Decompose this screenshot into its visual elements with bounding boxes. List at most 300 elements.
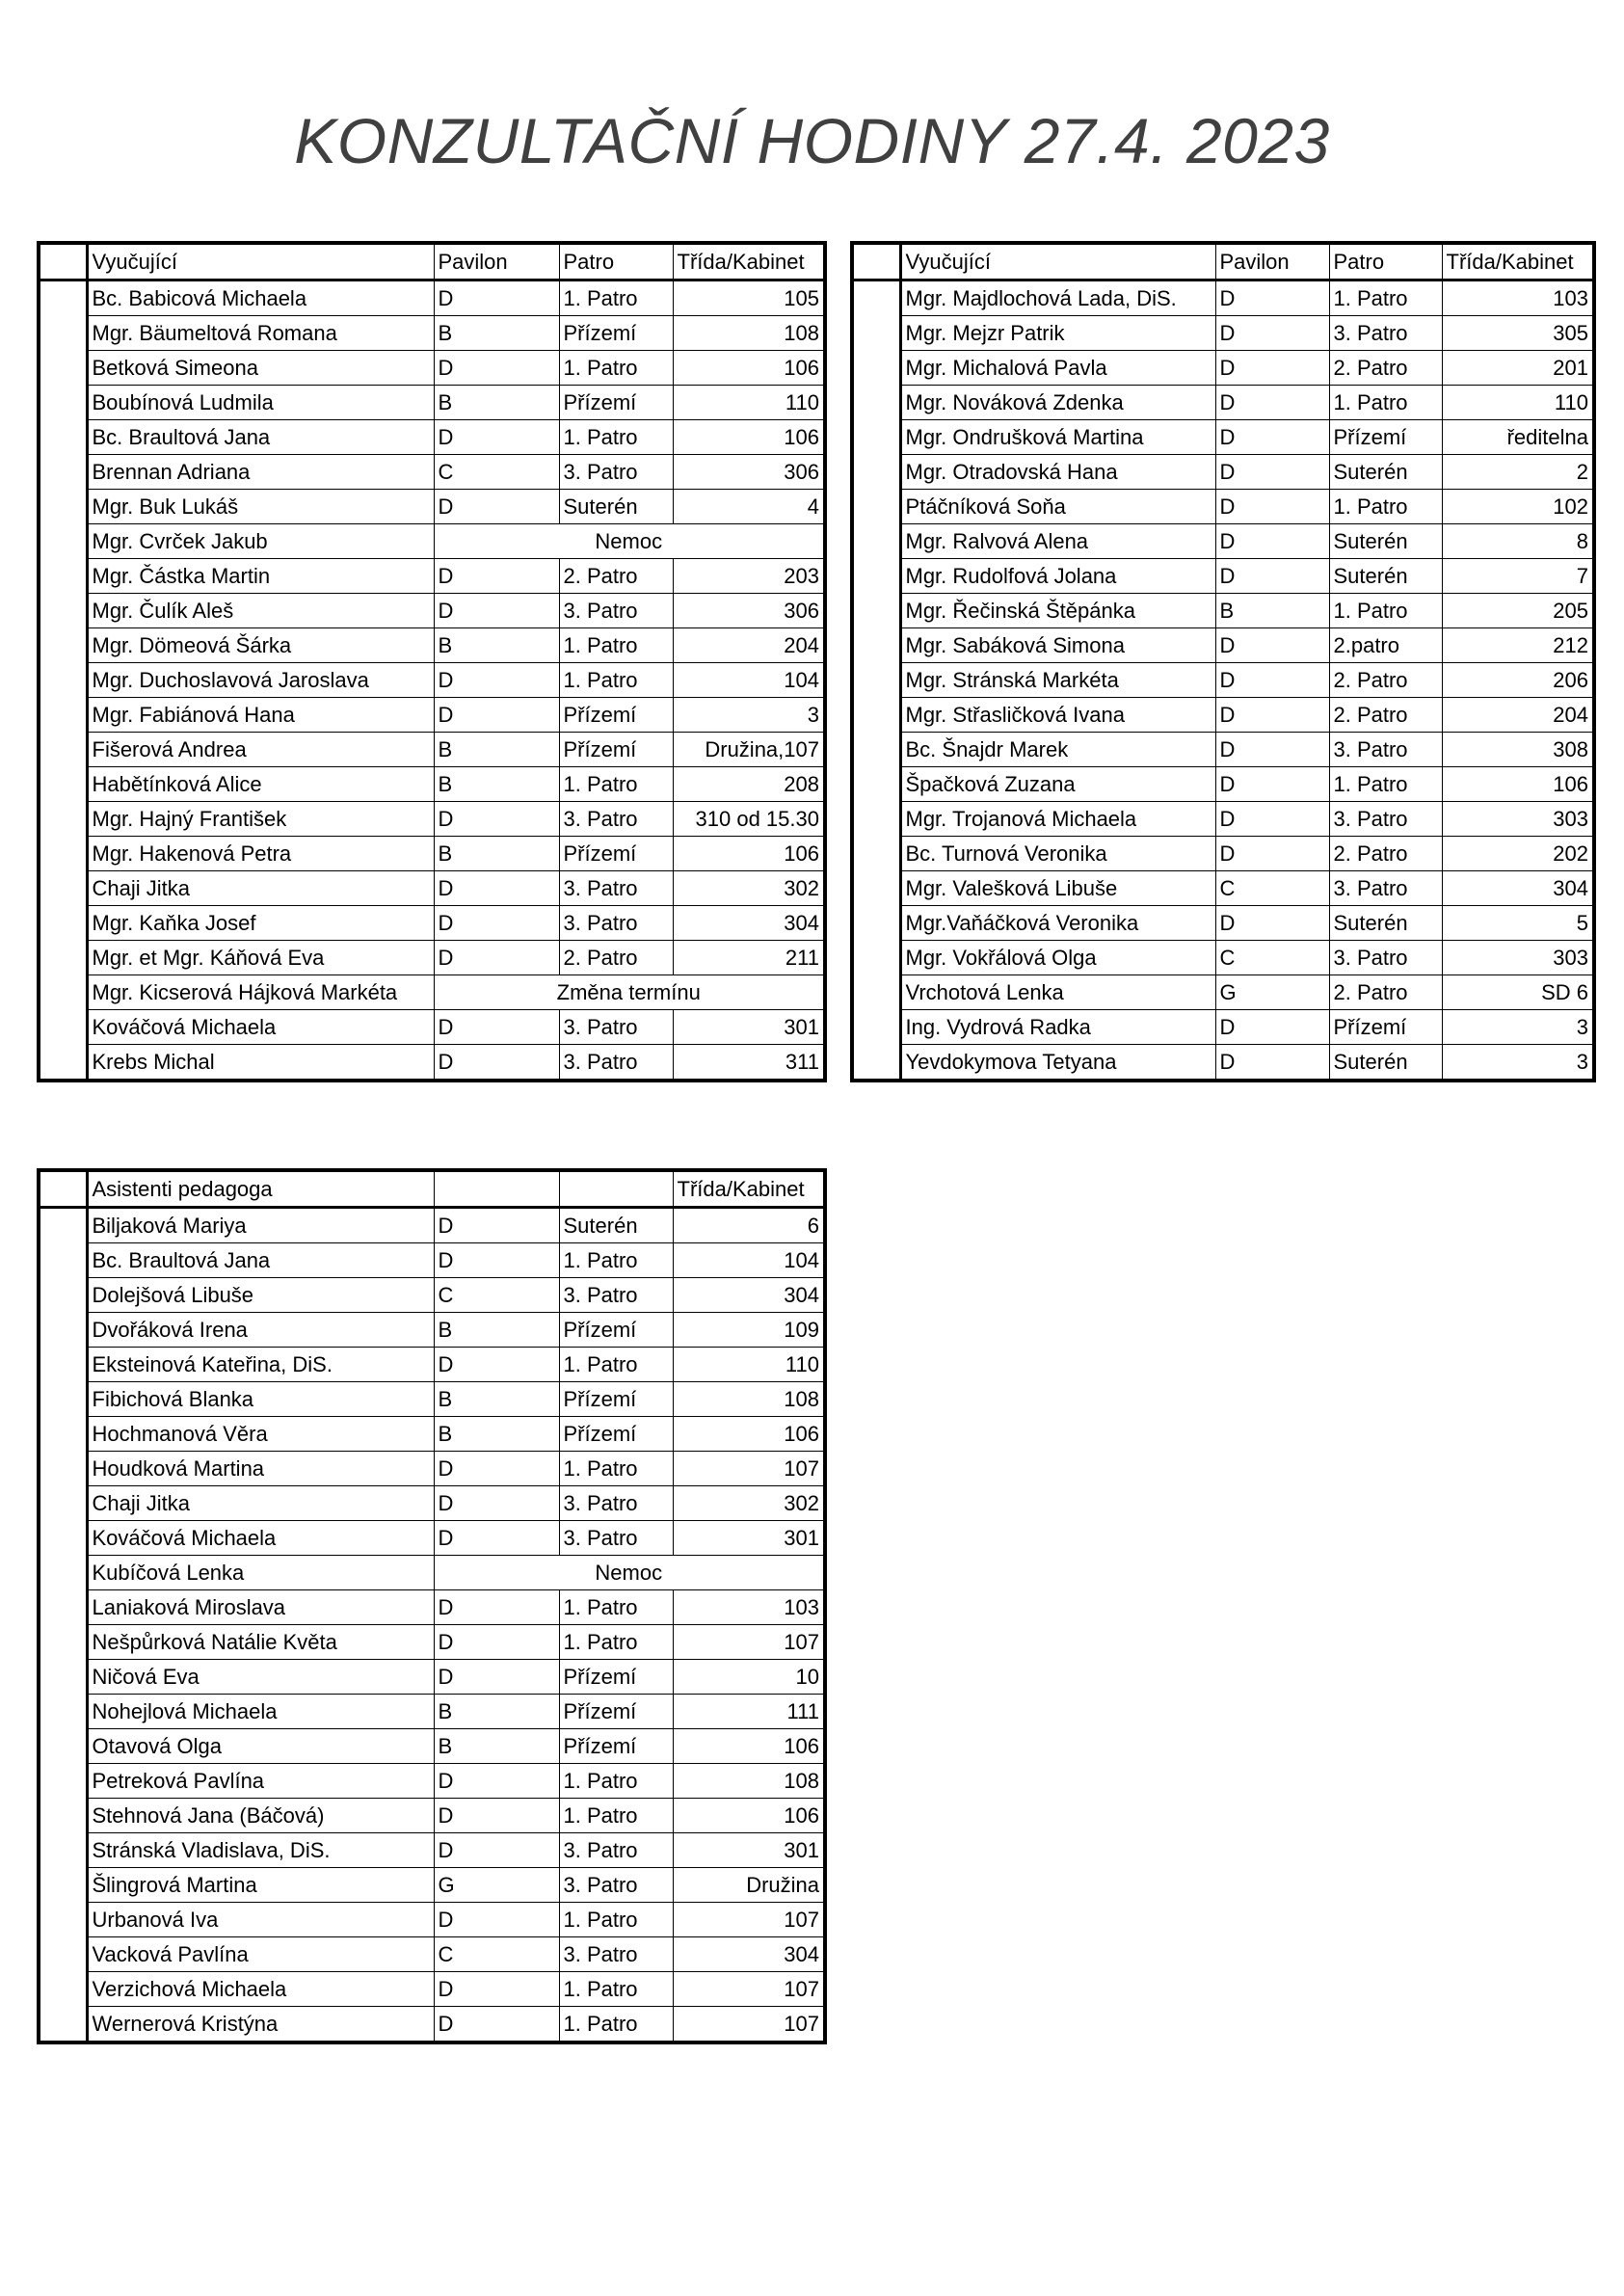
patro-cell: 2. Patro	[1329, 698, 1442, 733]
patro-cell: Přízemí	[1329, 420, 1442, 455]
name-cell: Mgr. Ondrušková Martina	[900, 420, 1215, 455]
name-cell: Mgr. Nováková Zdenka	[900, 386, 1215, 420]
table-row	[39, 698, 825, 733]
name-cell: Yevdokymova Tetyana	[900, 1045, 1215, 1081]
table-row	[39, 1590, 825, 1625]
column-header: Pavilon	[434, 243, 559, 280]
name-cell: Betková Simeona	[87, 351, 434, 386]
table-row	[852, 594, 1594, 628]
patro-cell: Suterén	[1329, 559, 1442, 594]
table-row	[852, 906, 1594, 941]
table-row	[39, 1764, 825, 1799]
name-cell: Mgr. Stránská Markéta	[900, 663, 1215, 698]
name-cell: Urbanová Iva	[87, 1903, 434, 1937]
patro-cell: 3. Patro	[1329, 733, 1442, 767]
name-cell: Bc. Šnajdr Marek	[900, 733, 1215, 767]
name-cell: Kováčová Michaela	[87, 1010, 434, 1045]
patro-cell: 1. Patro	[559, 628, 673, 663]
name-cell: Mgr. Majdlochová Lada, DiS.	[900, 280, 1215, 316]
room-cell: 303	[1442, 802, 1594, 837]
room-cell: 110	[673, 386, 825, 420]
room-cell: 104	[673, 663, 825, 698]
pavilon-cell: D	[1215, 698, 1329, 733]
column-header: Třída/Kabinet	[673, 1170, 825, 1208]
name-cell: Wernerová Kristýna	[87, 2007, 434, 2043]
name-cell: Boubínová Ludmila	[87, 386, 434, 420]
pavilon-cell: D	[1215, 906, 1329, 941]
patro-cell: 2. Patro	[1329, 837, 1442, 871]
name-cell: Hochmanová Věra	[87, 1417, 434, 1452]
name-cell: Mgr. Kicserová Hájková Markéta	[87, 975, 434, 1010]
patro-cell: 1. Patro	[559, 420, 673, 455]
room-cell: 2	[1442, 455, 1594, 490]
assistants-table	[37, 1168, 827, 2044]
name-cell: Kubíčová Lenka	[87, 1556, 434, 1590]
name-cell: Mgr. Duchoslavová Jaroslava	[87, 663, 434, 698]
patro-cell: Suterén	[559, 1208, 673, 1243]
name-cell: Mgr. Trojanová Michaela	[900, 802, 1215, 837]
table-row	[852, 802, 1594, 837]
patro-cell: 3. Patro	[1329, 941, 1442, 975]
table-row	[39, 1625, 825, 1660]
pavilon-cell: D	[1215, 628, 1329, 663]
pavilon-cell: D	[434, 1452, 559, 1486]
patro-cell: 1. Patro	[559, 280, 673, 316]
room-cell: 8	[1442, 524, 1594, 559]
room-cell: 107	[673, 1452, 825, 1486]
pavilon-cell: B	[434, 1729, 559, 1764]
patro-cell: Přízemí	[559, 316, 673, 351]
patro-cell: Suterén	[1329, 524, 1442, 559]
name-cell: Mgr. Sabáková Simona	[900, 628, 1215, 663]
pavilon-cell: D	[434, 1243, 559, 1278]
name-cell: Mgr. Otradovská Hana	[900, 455, 1215, 490]
room-cell: 304	[673, 1937, 825, 1972]
patro-cell: 3. Patro	[559, 1010, 673, 1045]
room-cell: 108	[673, 316, 825, 351]
pavilon-cell: D	[434, 698, 559, 733]
name-cell: Mgr. Buk Lukáš	[87, 490, 434, 524]
table-row	[852, 455, 1594, 490]
room-cell: 211	[673, 941, 825, 975]
blank-cell	[39, 243, 87, 280]
table-row	[39, 802, 825, 837]
column-header	[559, 1170, 673, 1208]
table-row	[39, 1972, 825, 2007]
pavilon-cell: D	[1215, 1010, 1329, 1045]
patro-cell: 3. Patro	[559, 1937, 673, 1972]
teachers-table-right	[850, 241, 1596, 1082]
pavilon-cell: D	[1215, 524, 1329, 559]
name-cell: Krebs Michal	[87, 1045, 434, 1081]
pavilon-cell: B	[434, 1417, 559, 1452]
table-row	[852, 559, 1594, 594]
patro-cell: 2. Patro	[1329, 663, 1442, 698]
name-cell: Laniaková Miroslava	[87, 1590, 434, 1625]
room-cell: 301	[673, 1521, 825, 1556]
name-cell: Mgr. Částka Martin	[87, 559, 434, 594]
room-cell: 308	[1442, 733, 1594, 767]
room-cell: 302	[673, 1486, 825, 1521]
column-header	[434, 1170, 559, 1208]
pavilon-cell: D	[434, 1486, 559, 1521]
name-cell: Mgr. Ralvová Alena	[900, 524, 1215, 559]
table-row	[39, 1868, 825, 1903]
pavilon-cell: D	[1215, 837, 1329, 871]
pavilon-cell: B	[434, 316, 559, 351]
table-row	[39, 941, 825, 975]
patro-cell: 2. Patro	[1329, 975, 1442, 1010]
table-row	[39, 316, 825, 351]
name-cell: Habětínková Alice	[87, 767, 434, 802]
room-cell: 7	[1442, 559, 1594, 594]
patro-cell: 1. Patro	[1329, 280, 1442, 316]
column-header: Vyučující	[900, 243, 1215, 280]
pavilon-cell: D	[434, 941, 559, 975]
name-cell: Bc. Braultová Jana	[87, 1243, 434, 1278]
blank-cell	[39, 1170, 87, 1208]
room-cell: 5	[1442, 906, 1594, 941]
pavilon-cell: D	[1215, 802, 1329, 837]
patro-cell: 3. Patro	[559, 1833, 673, 1868]
table-row	[852, 386, 1594, 420]
name-cell: Petreková Pavlína	[87, 1764, 434, 1799]
patro-cell: Přízemí	[559, 1313, 673, 1348]
table-row	[39, 1556, 825, 1590]
pavilon-cell: B	[434, 767, 559, 802]
room-cell: SD 6	[1442, 975, 1594, 1010]
table-row	[39, 1417, 825, 1452]
room-cell: 304	[673, 1278, 825, 1313]
name-cell: Bc. Babicová Michaela	[87, 280, 434, 316]
name-cell: Mgr. Mejzr Patrik	[900, 316, 1215, 351]
patro-cell: 3. Patro	[1329, 316, 1442, 351]
table-row	[852, 316, 1594, 351]
pavilon-cell: G	[1215, 975, 1329, 1010]
pavilon-cell: D	[434, 1045, 559, 1081]
room-cell: 304	[1442, 871, 1594, 906]
patro-cell: Přízemí	[559, 1417, 673, 1452]
pavilon-cell: D	[434, 420, 559, 455]
pavilon-cell: B	[434, 837, 559, 871]
name-cell: Eksteinová Kateřina, DiS.	[87, 1348, 434, 1382]
patro-cell: 3. Patro	[1329, 802, 1442, 837]
column-header: Patro	[1329, 243, 1442, 280]
column-header: Třída/Kabinet	[1442, 243, 1594, 280]
table-row	[852, 698, 1594, 733]
patro-cell: 1. Patro	[559, 1764, 673, 1799]
room-cell: 103	[673, 1590, 825, 1625]
room-cell: 102	[1442, 490, 1594, 524]
patro-cell: 1. Patro	[559, 1799, 673, 1833]
pavilon-cell: D	[434, 1010, 559, 1045]
name-cell: Mgr. Řečinská Štěpánka	[900, 594, 1215, 628]
name-cell: Otavová Olga	[87, 1729, 434, 1764]
name-cell: Ničová Eva	[87, 1660, 434, 1695]
column-header: Asistenti pedagoga	[87, 1170, 434, 1208]
table-row	[39, 767, 825, 802]
table-row	[39, 594, 825, 628]
patro-cell: 2. Patro	[1329, 351, 1442, 386]
pavilon-cell: D	[1215, 455, 1329, 490]
table-row	[852, 837, 1594, 871]
name-cell: Mgr. Michalová Pavla	[900, 351, 1215, 386]
room-cell: 4	[673, 490, 825, 524]
pavilon-cell: C	[434, 1937, 559, 1972]
room-cell: 106	[1442, 767, 1594, 802]
name-cell: Mgr. Bäumeltová Romana	[87, 316, 434, 351]
patro-cell: 1. Patro	[559, 1243, 673, 1278]
room-cell: 107	[673, 1903, 825, 1937]
room-cell: 106	[673, 1729, 825, 1764]
pavilon-cell: B	[434, 1695, 559, 1729]
pavilon-cell: D	[434, 1590, 559, 1625]
pavilon-cell: D	[434, 1799, 559, 1833]
patro-cell: Suterén	[1329, 1045, 1442, 1081]
room-cell: 301	[673, 1010, 825, 1045]
status-cell: Změna termínu	[434, 975, 825, 1010]
patro-cell: Přízemí	[559, 1695, 673, 1729]
room-cell: 204	[673, 628, 825, 663]
room-cell: 6	[673, 1208, 825, 1243]
pavilon-cell: D	[434, 1833, 559, 1868]
table-row	[39, 628, 825, 663]
room-cell: 3	[1442, 1045, 1594, 1081]
pavilon-cell: D	[1215, 386, 1329, 420]
room-cell: 111	[673, 1695, 825, 1729]
patro-cell: 3. Patro	[1329, 871, 1442, 906]
name-cell: Bc. Turnová Veronika	[900, 837, 1215, 871]
patro-cell: Přízemí	[559, 386, 673, 420]
table-row	[852, 490, 1594, 524]
name-cell: Mgr. Hakenová Petra	[87, 837, 434, 871]
room-cell: 3	[673, 698, 825, 733]
table-row	[39, 351, 825, 386]
table-row	[39, 1045, 825, 1081]
pavilon-cell: D	[434, 663, 559, 698]
room-cell: 203	[673, 559, 825, 594]
name-cell: Mgr.Vaňáčková Veronika	[900, 906, 1215, 941]
patro-cell: 1. Patro	[559, 1972, 673, 2007]
name-cell: Mgr. Střasličková Ivana	[900, 698, 1215, 733]
name-cell: Stehnová Jana (Báčová)	[87, 1799, 434, 1833]
room-cell: 106	[673, 351, 825, 386]
patro-cell: 1. Patro	[1329, 767, 1442, 802]
table-row	[852, 280, 1594, 316]
blank-column	[39, 280, 87, 1081]
room-cell: 212	[1442, 628, 1594, 663]
name-cell: Dolejšová Libuše	[87, 1278, 434, 1313]
patro-cell: Přízemí	[559, 698, 673, 733]
table-row	[39, 733, 825, 767]
room-cell: 105	[673, 280, 825, 316]
pavilon-cell: D	[1215, 1045, 1329, 1081]
pavilon-cell: D	[1215, 559, 1329, 594]
table-row	[852, 663, 1594, 698]
pavilon-cell: D	[1215, 280, 1329, 316]
room-cell: 106	[673, 837, 825, 871]
patro-cell: 3. Patro	[559, 1521, 673, 1556]
column-header: Třída/Kabinet	[673, 243, 825, 280]
pavilon-cell: D	[434, 351, 559, 386]
table-row	[39, 975, 825, 1010]
patro-cell: 1. Patro	[559, 1590, 673, 1625]
name-cell: Špačková Zuzana	[900, 767, 1215, 802]
table-row	[39, 1729, 825, 1764]
table-row	[39, 1937, 825, 1972]
pavilon-cell: D	[434, 802, 559, 837]
table-row	[39, 1486, 825, 1521]
name-cell: Stránská Vladislava, DiS.	[87, 1833, 434, 1868]
name-cell: Kováčová Michaela	[87, 1521, 434, 1556]
name-cell: Ptáčníková Soňa	[900, 490, 1215, 524]
name-cell: Verzichová Michaela	[87, 1972, 434, 2007]
room-cell: 205	[1442, 594, 1594, 628]
pavilon-cell: D	[434, 559, 559, 594]
room-cell: 107	[673, 1625, 825, 1660]
table-row	[39, 1660, 825, 1695]
status-cell: Nemoc	[434, 524, 825, 559]
pavilon-cell: B	[434, 386, 559, 420]
status-cell: Nemoc	[434, 1556, 825, 1590]
table-row	[39, 1278, 825, 1313]
header-row	[39, 1170, 825, 1208]
room-cell: 110	[673, 1348, 825, 1382]
pavilon-cell: D	[1215, 733, 1329, 767]
table-row	[852, 1010, 1594, 1045]
blank-column	[852, 280, 900, 1081]
name-cell: Nohejlová Michaela	[87, 1695, 434, 1729]
room-cell: Družina,107	[673, 733, 825, 767]
name-cell: Šlingrová Martina	[87, 1868, 434, 1903]
patro-cell: 1. Patro	[559, 1903, 673, 1937]
patro-cell: 1. Patro	[1329, 490, 1442, 524]
table-row	[39, 490, 825, 524]
patro-cell: 3. Patro	[559, 1486, 673, 1521]
table-row	[39, 837, 825, 871]
pavilon-cell: G	[434, 1868, 559, 1903]
page-title: KONZULTAČNÍ HODINY 27.4. 2023	[294, 105, 1330, 176]
patro-cell: Přízemí	[559, 733, 673, 767]
table-row	[39, 1695, 825, 1729]
patro-cell: 2. Patro	[559, 559, 673, 594]
table-row	[39, 1903, 825, 1937]
name-cell: Dvořáková Irena	[87, 1313, 434, 1348]
pavilon-cell: D	[434, 2007, 559, 2043]
name-cell: Chaji Jitka	[87, 1486, 434, 1521]
room-cell: 310 od 15.30	[673, 802, 825, 837]
room-cell: 3	[1442, 1010, 1594, 1045]
table-row	[852, 524, 1594, 559]
patro-cell: 1. Patro	[559, 2007, 673, 2043]
room-cell: 108	[673, 1382, 825, 1417]
name-cell: Mgr. Fabiánová Hana	[87, 698, 434, 733]
patro-cell: Suterén	[559, 490, 673, 524]
pavilon-cell: D	[434, 1764, 559, 1799]
name-cell: Mgr. Kaňka Josef	[87, 906, 434, 941]
table-row	[39, 1382, 825, 1417]
table-row	[39, 1521, 825, 1556]
patro-cell: 3. Patro	[559, 802, 673, 837]
name-cell: Chaji Jitka	[87, 871, 434, 906]
pavilon-cell: B	[434, 628, 559, 663]
name-cell: Houdková Martina	[87, 1452, 434, 1486]
room-cell: ředitelna	[1442, 420, 1594, 455]
table-row	[39, 1208, 825, 1243]
room-cell: 106	[673, 1417, 825, 1452]
name-cell: Ing. Vydrová Radka	[900, 1010, 1215, 1045]
patro-cell: Přízemí	[559, 1660, 673, 1695]
column-header: Vyučující	[87, 243, 434, 280]
header-row	[852, 243, 1594, 280]
name-cell: Vacková Pavlína	[87, 1937, 434, 1972]
room-cell: 202	[1442, 837, 1594, 871]
name-cell: Mgr. Vokřálová Olga	[900, 941, 1215, 975]
pavilon-cell: D	[434, 280, 559, 316]
pavilon-cell: D	[434, 1208, 559, 1243]
table-row	[852, 733, 1594, 767]
pavilon-cell: C	[1215, 941, 1329, 975]
patro-cell: 3. Patro	[559, 1045, 673, 1081]
patro-cell: Přízemí	[559, 1382, 673, 1417]
table-row	[39, 280, 825, 316]
patro-cell: 3. Patro	[559, 1868, 673, 1903]
table-row	[852, 1045, 1594, 1081]
pavilon-cell: D	[434, 1903, 559, 1937]
room-cell: 306	[673, 455, 825, 490]
patro-cell: 1. Patro	[559, 663, 673, 698]
pavilon-cell: D	[1215, 767, 1329, 802]
room-cell: Družina	[673, 1868, 825, 1903]
patro-cell: 3. Patro	[559, 455, 673, 490]
table-row	[39, 420, 825, 455]
room-cell: 302	[673, 871, 825, 906]
pavilon-cell: D	[434, 1348, 559, 1382]
table-row	[39, 455, 825, 490]
name-cell: Brennan Adriana	[87, 455, 434, 490]
room-cell: 301	[673, 1833, 825, 1868]
room-cell: 204	[1442, 698, 1594, 733]
name-cell: Fibichová Blanka	[87, 1382, 434, 1417]
pavilon-cell: D	[434, 1625, 559, 1660]
patro-cell: 1. Patro	[1329, 386, 1442, 420]
header-row	[39, 243, 825, 280]
pavilon-cell: C	[434, 455, 559, 490]
name-cell: Mgr. Hajný František	[87, 802, 434, 837]
room-cell: 10	[673, 1660, 825, 1695]
table-row	[852, 767, 1594, 802]
pavilon-cell: D	[1215, 490, 1329, 524]
table-row	[39, 1799, 825, 1833]
pavilon-cell: D	[1215, 420, 1329, 455]
patro-cell: Přízemí	[1329, 1010, 1442, 1045]
room-cell: 206	[1442, 663, 1594, 698]
column-header: Patro	[559, 243, 673, 280]
table-row	[39, 1313, 825, 1348]
patro-cell: 1. Patro	[559, 1348, 673, 1382]
pavilon-cell: B	[1215, 594, 1329, 628]
patro-cell: Přízemí	[559, 1729, 673, 1764]
patro-cell: 3. Patro	[559, 1278, 673, 1313]
table-row	[39, 906, 825, 941]
room-cell: 305	[1442, 316, 1594, 351]
name-cell: Biljaková Mariya	[87, 1208, 434, 1243]
room-cell: 304	[673, 906, 825, 941]
name-cell: Mgr. Valešková Libuše	[900, 871, 1215, 906]
pavilon-cell: D	[1215, 316, 1329, 351]
table-row	[39, 559, 825, 594]
patro-cell: 3. Patro	[559, 871, 673, 906]
